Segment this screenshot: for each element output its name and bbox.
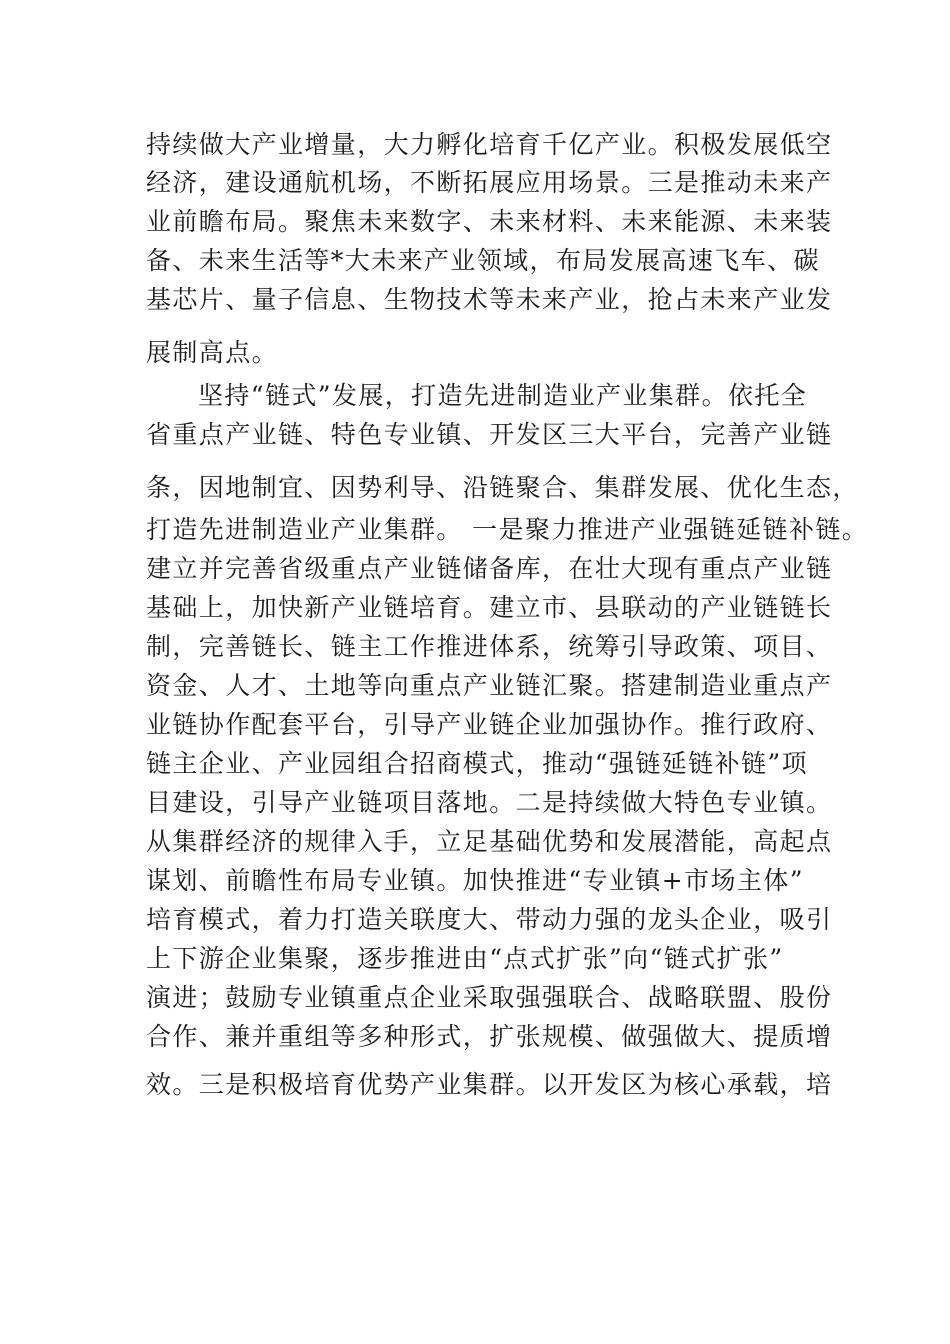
text-line-6: 展制高点。 xyxy=(146,338,279,367)
text-line-19: 谋划、前瞻性布局专业镇。加快推进“专业镇+市场主体” xyxy=(146,866,804,895)
text-line-16: 链主企业、产业园组合招商模式，推动“强链延链补链”项 xyxy=(146,749,808,778)
paragraph-start-line: 坚持“链式”发展，打造先进制造业产业集群。依托全 xyxy=(198,381,808,410)
text-line-1: 持续做大产业增量，大力孵化培育千亿产业。积极发展低空 xyxy=(146,130,833,159)
text-line-10: 打造先进制造业产业集群。 一是聚力推进产业强链延链补链。 xyxy=(146,515,869,544)
text-line-23: 合作、兼并重组等多种形式，扩张规模、做强做大、提质增 xyxy=(146,1022,833,1051)
text-line-2: 经济，建设通航机场，不断拓展应用场景。三是推动未来产 xyxy=(146,168,833,197)
text-line-24: 效。三是积极培育优势产业集群。以开发区为核心承载，培 xyxy=(146,1070,833,1099)
text-line-20: 培育模式，着力打造关联度大、带动力强的龙头企业，吸引 xyxy=(146,905,833,934)
text-line-13: 制，完善链长、链主工作推进体系，统筹引导政策、项目、 xyxy=(146,632,833,661)
text-line-21: 上下游企业集聚，逐步推进由“点式扩张”向“链式扩张” xyxy=(146,944,784,973)
text-line-3: 业前瞻布局。聚焦未来数字、未来材料、未来能源、未来装 xyxy=(146,207,833,236)
text-line-9: 条，因地制宜、因势利导、沿链聚合、集群发展、优化生态， xyxy=(146,473,859,502)
text-line-11: 建立并完善省级重点产业链储备库，在壮大现有重点产业链 xyxy=(146,554,833,583)
text-line-5: 基芯片、量子信息、生物技术等未来产业，抢占未来产业发 xyxy=(146,285,833,314)
text-line-22: 演进；鼓励专业镇重点企业采取强强联合、战略联盟、股份 xyxy=(146,983,833,1012)
text-line-14: 资金、人才、土地等向重点产业链汇聚。搭建制造业重点产 xyxy=(146,671,833,700)
text-line-18: 从集群经济的规律入手，立足基础优势和发展潜能，高起点 xyxy=(146,827,833,856)
text-line-12: 基础上，加快新产业链培育。建立市、县联动的产业链链长 xyxy=(146,593,833,622)
text-line-15: 业链协作配套平台，引导产业链企业加强协作。推行政府、 xyxy=(146,710,833,739)
text-line-4: 备、未来生活等*大未来产业领域，布局发展高速飞车、碳 xyxy=(146,246,820,275)
text-line-17: 目建设，引导产业链项目落地。二是持续做大特色专业镇。 xyxy=(146,788,833,817)
text-line-8: 省重点产业链、特色专业镇、开发区三大平台，完善产业链 xyxy=(146,420,833,449)
